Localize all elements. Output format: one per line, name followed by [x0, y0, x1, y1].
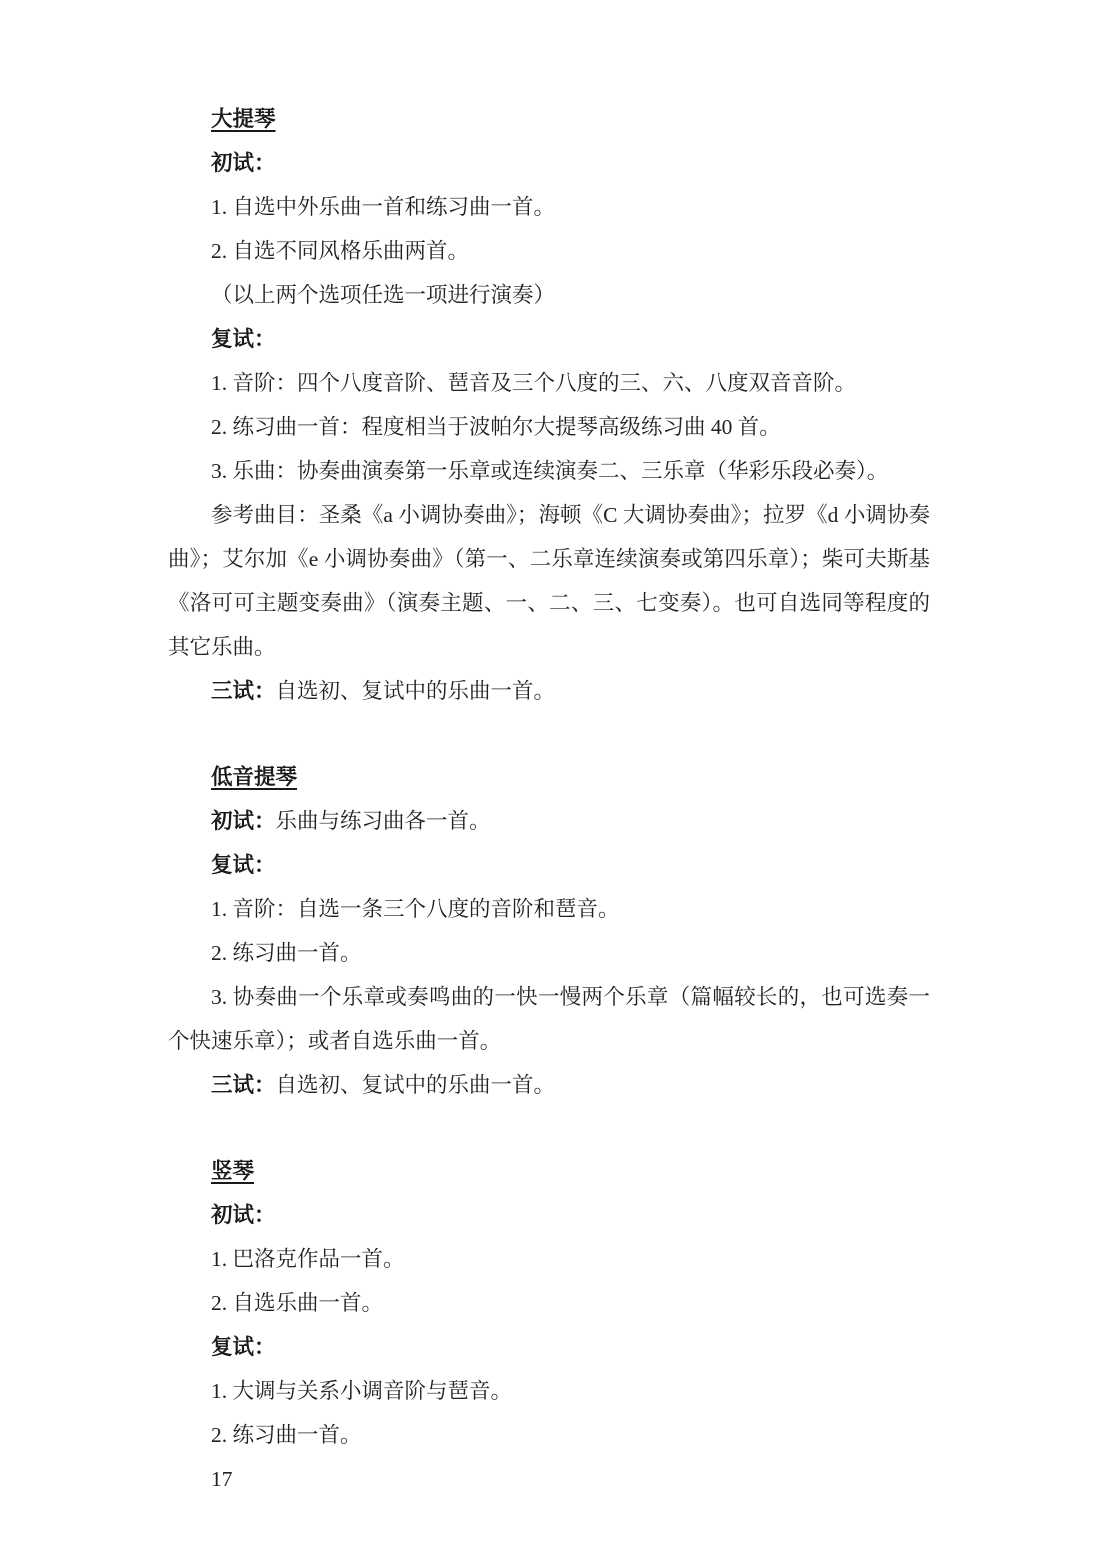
paragraph: [168, 141, 930, 185]
paragraph-text: 1. 自选中外乐曲一首和练习曲一首。: [211, 195, 556, 219]
paragraph: [168, 361, 930, 405]
paragraph: [168, 931, 930, 975]
paragraph-label: 三试：: [211, 1073, 276, 1097]
section-title: [168, 755, 930, 799]
paragraph-text: 2. 自选乐曲一首。: [211, 1291, 384, 1315]
section-title-text: 竖琴: [211, 1159, 255, 1183]
paragraph-text: 3. 协奏曲一个乐章或奏鸣曲的一快一慢两个乐章（篇幅较长的，也可选奏一个快速乐章）；或者自选乐曲一首。: [168, 985, 930, 1053]
paragraph-repertoire: [168, 493, 930, 669]
paragraph-text: 2. 练习曲一首。: [211, 941, 362, 965]
paragraph: [168, 1325, 930, 1369]
paragraph: [168, 975, 930, 1063]
section-double-bass: [168, 755, 930, 1107]
paragraph-label: 初试：: [211, 809, 276, 833]
paragraph-label: 初试：: [211, 151, 276, 175]
paragraph-text: 2. 练习曲一首。: [211, 1423, 362, 1447]
paragraph: [168, 1193, 930, 1237]
paragraph: [168, 799, 930, 843]
paragraph-text: 1. 巴洛克作品一首。: [211, 1247, 405, 1271]
paragraph: [168, 185, 930, 229]
paragraph: [168, 887, 930, 931]
paragraph: [168, 449, 930, 493]
paragraph-text: 3. 乐曲：协奏曲演奏第一乐章或连续演奏二、三乐章（华彩乐段必奏）。: [211, 459, 889, 483]
section-title-text: 大提琴: [211, 107, 276, 131]
paragraph-text: 1. 大调与关系小调音阶与琶音。: [211, 1379, 513, 1403]
paragraph: [168, 1281, 930, 1325]
paragraph: [168, 1369, 930, 1413]
paragraph: [168, 405, 930, 449]
paragraph-label: 复试：: [211, 327, 276, 351]
paragraph-label: 三试：: [211, 679, 276, 703]
section-title: [168, 1149, 930, 1193]
section-title: [168, 97, 930, 141]
paragraph: [168, 1063, 930, 1107]
paragraph-text: 自选初、复试中的乐曲一首。: [275, 679, 556, 703]
paragraph: [168, 1413, 930, 1457]
paragraph-label: 初试：: [211, 1203, 276, 1227]
section-title-text: 低音提琴: [211, 765, 298, 789]
paragraph-text: 参考曲目：圣桑《a 小调协奏曲》；海顿《C 大调协奏曲》；拉罗《d 小调协奏曲》；艾尔加《e 小调协奏曲》（第一、二乐章连续演奏或第四乐章）；柴可夫斯基《洛可可主题变奏曲》（演奏主题、一、二、三、七变奏）。也可自选同等程度的其它乐曲。: [168, 503, 930, 659]
paragraph-text: 2. 练习曲一首：程度相当于波帕尔大提琴高级练习曲 40 首。: [211, 415, 781, 439]
paragraph-text: 自选初、复试中的乐曲一首。: [275, 1073, 556, 1097]
paragraph: [168, 229, 930, 273]
paragraph: [168, 1237, 930, 1281]
paragraph: [168, 669, 930, 713]
paragraph-text: 乐曲与练习曲各一首。: [275, 809, 491, 833]
paragraph: [168, 843, 930, 887]
paragraph-text: 1. 音阶：自选一条三个八度的音阶和琶音。: [211, 897, 620, 921]
paragraph-text: （以上两个选项任选一项进行演奏）: [211, 283, 556, 307]
section-cello: [168, 97, 930, 713]
paragraph-text: 1. 音阶：四个八度音阶、琶音及三个八度的三、六、八度双音音阶。: [211, 371, 857, 395]
paragraph: [168, 317, 930, 361]
page-number: 17: [211, 1467, 233, 1491]
paragraph-label: 复试：: [211, 1335, 276, 1359]
paragraph-text: 2. 自选不同风格乐曲两首。: [211, 239, 470, 263]
paragraph-label: 复试：: [211, 853, 276, 877]
section-harp: [168, 1149, 930, 1457]
paragraph: [168, 273, 930, 317]
